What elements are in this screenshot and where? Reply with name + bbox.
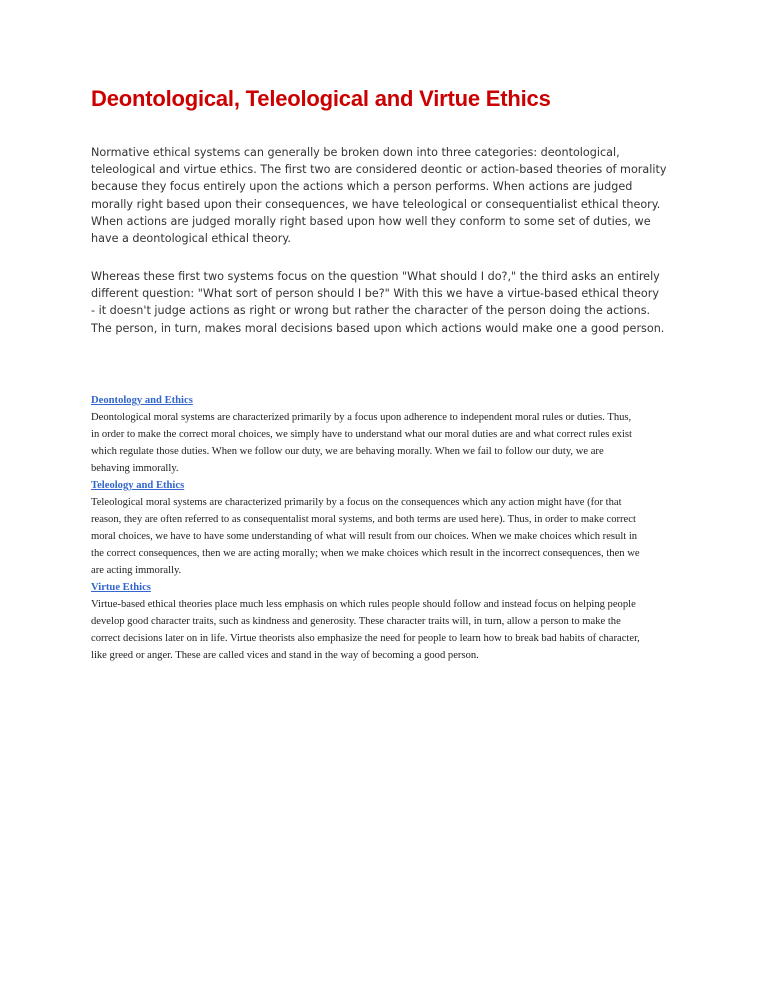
text-line: in order to make the correct moral choices, we simply have to understand what our moral duties are and what correct rules exist	[91, 429, 632, 440]
text-line: correct decisions later on in life. Virtue theorists also emphasize the need for people to learn how to break bad habits of character,	[91, 633, 640, 644]
sections-block	[91, 392, 691, 664]
section-teleology	[91, 477, 691, 579]
text-line: have a deontological ethical theory.	[91, 232, 291, 246]
intro-paragraph-1	[91, 144, 691, 247]
section-body	[91, 596, 691, 664]
text-line: Virtue-based ethical theories place much less emphasis on which rules people should follow and instead focus on helping people	[91, 599, 636, 610]
text-line: Whereas these first two systems focus on the question "What should I do?," the third asks an entirely	[91, 270, 660, 283]
text-line: Teleological moral systems are characterized primarily by a focus on the consequences which any action might have (for that	[91, 497, 622, 508]
text-line: morally right based upon their consequences, we have teleological or consequentialist ethical theory.	[91, 197, 661, 211]
text-line: moral choices, we have to have some understanding of what will result from our choices. When we make choices which result in	[91, 531, 638, 542]
text-line: reason, they are often referred to as consequentalist moral systems, and both terms are used here). Thus, in order to make correct	[91, 514, 636, 525]
section-heading-link-teleology[interactable]: Teleology and Ethics	[91, 480, 185, 491]
page-title: Deontological, Teleological and Virtue Ethics	[91, 86, 551, 111]
text-line: behaving immorally.	[91, 463, 179, 474]
intro-paragraph-2	[91, 268, 691, 337]
text-line: are acting immorally.	[91, 565, 182, 576]
section-heading-link-deontology[interactable]: Deontology and Ethics	[91, 395, 193, 406]
section-deontology	[91, 392, 691, 477]
text-line: When actions are judged morally right based upon how well they conform to some set of duties, we	[91, 214, 651, 228]
text-line: Deontological moral systems are characterized primarily by a focus upon adherence to independent moral rules or duties. Thus,	[91, 412, 632, 423]
section-heading-link-virtue[interactable]: Virtue Ethics	[91, 582, 151, 593]
section-body	[91, 494, 691, 579]
text-line: - it doesn't judge actions as right or wrong but rather the character of the person doing the actions.	[91, 304, 651, 318]
section-virtue	[91, 579, 691, 664]
text-line: teleological and virtue ethics. The first two are considered deontic or action-based theories of morality	[91, 163, 667, 177]
text-line: different question: "What sort of person should I be?" With this we have a virtue-based ethical theory	[91, 287, 659, 301]
text-line: which regulate those duties. When we follow our duty, we are behaving morally. When we fail to follow our duty, we are	[91, 446, 604, 457]
text-line: like greed or anger. These are called vices and stand in the way of becoming a good person.	[91, 650, 479, 661]
text-line: develop good character traits, such as kindness and generosity. These character traits will, in turn, allow a person to make the	[91, 616, 621, 627]
text-line: because they focus entirely upon the actions which a person performs. When actions are judged	[91, 180, 633, 194]
text-line: The person, in turn, makes moral decisions based upon which actions would make one a good person.	[91, 321, 665, 335]
section-body	[91, 409, 691, 477]
text-line: the correct consequences, then we are acting morally; when we make choices which result in the incorrect consequences, then we	[91, 548, 640, 559]
text-line: Normative ethical systems can generally be broken down into three categories: deontological,	[91, 146, 620, 159]
